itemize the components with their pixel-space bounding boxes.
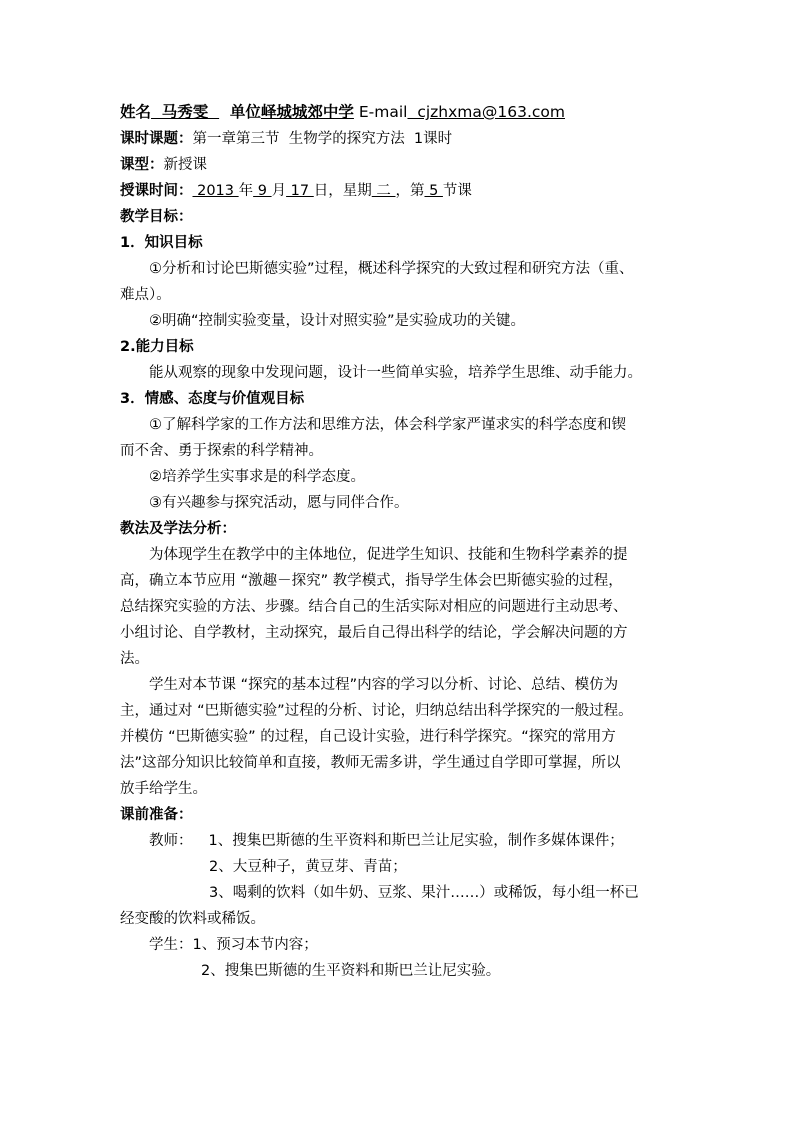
knowledge-item-1: ①分析和讨论巴斯德实验”过程，概述科学探究的大致过程和研究方法（重、	[149, 261, 634, 277]
methods-para1-line5: 法。	[120, 651, 149, 667]
type-value: 新授课	[163, 157, 207, 173]
year-value: 2013	[192, 183, 239, 199]
student-label: 学生：	[149, 937, 193, 953]
prep-teacher-3-cont: 经变酸的饮料或稀饭。	[120, 911, 265, 927]
knowledge-item-1-cont: 难点）。	[120, 287, 171, 303]
prep-teacher-3: 3、喝剩的饮料（如牛奶、豆浆、果汁……）或稀饭，每小组一杯已	[209, 885, 639, 901]
teacher-item-1: 1、搜集巴斯德的生平资料和斯巴兰让尼实验，制作多媒体课件；	[208, 833, 624, 849]
prep-heading: 课前准备：	[120, 807, 193, 823]
time-line	[120, 178, 676, 204]
email-value[interactable]: cjzhxma@163.com	[407, 103, 565, 121]
teacher-label: 教师：	[149, 833, 193, 849]
emotion-item-1-cont: 而不舍、勇于探索的科学精神。	[120, 443, 323, 459]
student-item-1: 1、预习本节内容；	[192, 937, 318, 953]
prep-student-2: 2、搜集巴斯德的生平资料和斯巴兰让尼实验。	[201, 963, 501, 979]
day-value: 17	[286, 183, 314, 199]
methods-heading: 教法及学法分析：	[120, 521, 236, 537]
methods-para2-line3: 并模仿 “巴斯德实验” 的过程，自己设计实验，进行科学探究。“探究的常用方	[120, 729, 616, 745]
methods-para1-line4: 小组讨论、自学教材，主动探究，最后自己得出科学的结论，学会解决问题的方	[120, 625, 628, 641]
methods-para2-line2: 主，通过对 “巴斯德实验”过程的分析、讨论，归纳总结出科学探究的一般过程。	[120, 703, 633, 719]
month-value: 9	[253, 183, 272, 199]
emotion-item-3: ③有兴趣参与探究活动，愿与同伴合作。	[149, 495, 409, 511]
period-value: 5	[424, 183, 443, 199]
name-label: 姓名	[120, 103, 152, 121]
email-label: E-mail	[353, 103, 408, 121]
unit-value: 峄城城郊中学	[260, 103, 354, 121]
methods-para2-line4: 法”这部分知识比较简单和直接，教师无需多讲，学生通过自学即可掌握，所以	[120, 755, 621, 771]
methods-para1-line2: 高，确立本节应用 “激趣－探究” 教学模式，指导学生体会巴斯德实验的过程，	[120, 573, 623, 589]
teacher-info-line	[120, 98, 676, 126]
knowledge-heading: 1．知识目标	[120, 235, 203, 251]
goals-heading: 教学目标：	[120, 209, 193, 225]
emotion-item-2: ②培养学生实事求是的科学态度。	[149, 469, 365, 485]
topic-value: 第一章第三节 生物学的探究方法 1课时	[192, 131, 453, 147]
methods-para1-line3: 总结探究实验的方法、步骤。结合自己的生活实际对相应的问题进行主动思考、	[120, 599, 628, 615]
name-value: 马秀雯	[151, 103, 220, 121]
knowledge-item-2: ②明确“控制实验变量，设计对照实验”是实验成功的关键。	[149, 313, 526, 329]
type-line	[120, 152, 676, 178]
methods-para1-line1: 为体现学生在教学中的主体地位，促进学生知识、技能和生物科学素养的提	[149, 547, 628, 563]
month-unit: 月	[271, 183, 287, 199]
methods-para2-line5: 放手给学生。	[120, 781, 207, 797]
topic-line	[120, 126, 676, 152]
prep-student-1	[120, 932, 676, 958]
topic-label: 课时课题：	[120, 131, 193, 147]
unit-label: 单位	[229, 103, 261, 121]
period-sep: ，第	[395, 183, 425, 199]
emotion-item-1: ①了解科学家的工作方法和思维方法，体会科学家严谨求实的科学态度和锲	[149, 417, 626, 433]
prep-teacher-2: 2、大豆种子，黄豆芽、青苗；	[209, 859, 407, 875]
prep-teacher-1	[120, 828, 676, 854]
ability-item-1: 能从观察的现象中发现问题，设计一些简单实验，培养学生思维、动手能力。	[149, 365, 642, 381]
lesson-plan-page	[120, 98, 676, 984]
type-label: 课型：	[120, 157, 164, 173]
emotion-heading: 3．情感、态度与价值观目标	[120, 391, 305, 407]
methods-para2-line1: 学生对本节课 “探究的基本过程”内容的学习以分析、讨论、总结、模仿为	[149, 677, 619, 693]
ability-heading: 2.能力目标	[120, 339, 194, 355]
period-unit: 节课	[442, 183, 472, 199]
weekday-value: 二	[371, 183, 396, 199]
time-label: 授课时间：	[120, 183, 193, 199]
day-unit: 日，星期	[313, 183, 372, 199]
year-unit: 年	[238, 183, 254, 199]
